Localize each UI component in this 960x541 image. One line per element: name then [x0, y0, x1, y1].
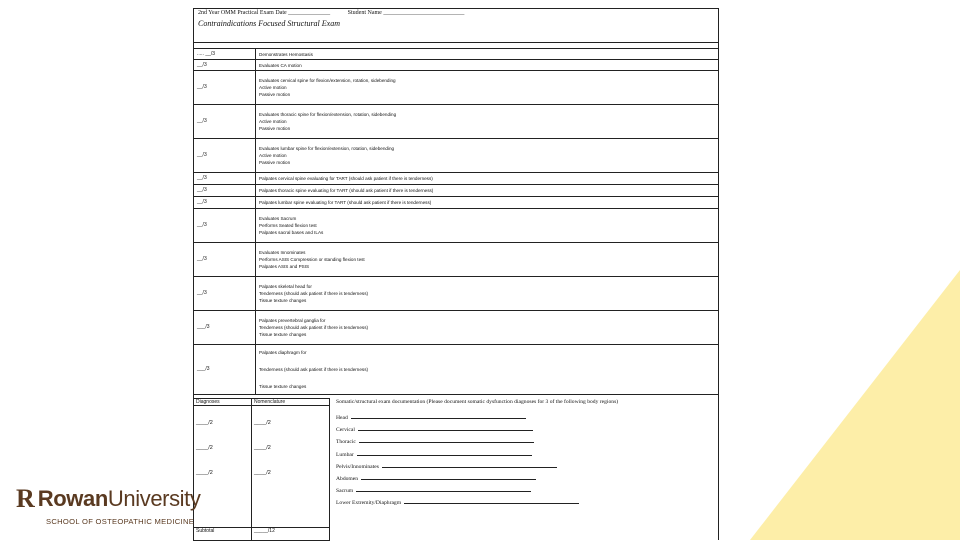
logo-university: University [107, 486, 201, 511]
checklist-item: Tenderness (should ask patient if there is tenderness) [259, 291, 369, 296]
diagnosis-score: ____/2 [196, 470, 213, 476]
checklist-row [194, 243, 719, 277]
checklist-row [194, 139, 719, 173]
checklist-table [193, 48, 719, 395]
checklist-row [194, 277, 719, 311]
region-sacrum: Sacrum [336, 486, 720, 498]
checklist-item: Tenderness (should ask patient if there is tenderness) [259, 367, 369, 372]
score-blank: __/3 [194, 243, 256, 277]
exam-info: 2nd Year OMM Practical Exam Date ______________ [198, 10, 331, 16]
checklist-row [194, 173, 719, 185]
checklist-row [194, 71, 719, 105]
score-blank: ___/3 [194, 345, 256, 395]
checklist-item: Evaluates cervical spine for flexion/extension, rotation, sidebending [259, 78, 396, 83]
checklist-item: Performs Seated flexion test [259, 223, 317, 228]
checklist-item: Passive motion [259, 160, 291, 165]
region-abdomen: Abdomen [336, 474, 720, 486]
score-blank: __/3 [194, 71, 256, 105]
exam-title: Contraindications Focused Structural Exam [198, 19, 340, 28]
diagnoses-scores [194, 406, 252, 528]
region-thoracic: Thoracic [336, 437, 720, 449]
nomenclature-score: ____/2 [254, 470, 271, 476]
checklist-row [194, 60, 719, 71]
checklist-item: Active motion [259, 119, 287, 124]
region-lumbar: Lumbar [336, 450, 720, 462]
diagnosis-score: ____/2 [196, 420, 213, 426]
diagnoses-header: Diagnoses [194, 399, 252, 406]
region-lower-extremity: Lower Extremity/Diaphragm [336, 498, 720, 510]
checklist-items [256, 60, 719, 71]
exam-sheet [193, 8, 719, 540]
region-pelvis: Pelvis/Innominates [336, 462, 720, 474]
checklist-row [194, 209, 719, 243]
checklist-item: Active motion [259, 153, 287, 158]
diagnosis-score: ____/2 [196, 445, 213, 451]
score-blank: __/3 [194, 139, 256, 173]
checklist-items [256, 139, 719, 173]
checklist-item: Evaluates lumbar spine for flexion/extension, rotation, sidebending [259, 146, 395, 151]
header-line [198, 10, 464, 16]
score-blank: __/3 [194, 197, 256, 209]
checklist-item: Palpates thoracic spine evaluating for TART (should ask patient if there is tenderness) [259, 188, 434, 193]
subtotal-value: _____/12 [252, 528, 330, 541]
score-blank: __/3 [194, 105, 256, 139]
checklist-item: Passive motion [259, 126, 291, 131]
checklist-items [256, 277, 719, 311]
student-name-field: Student Name ___________________________ [347, 10, 465, 16]
region-head: Head [336, 413, 720, 425]
checklist-items [256, 243, 719, 277]
checklist-items [256, 209, 719, 243]
checklist-items [256, 105, 719, 139]
checklist-items [256, 185, 719, 197]
logo-school: SCHOOL OF OSTEOPATHIC MEDICINE [46, 517, 195, 526]
checklist-row [194, 105, 719, 139]
checklist-items [256, 345, 719, 395]
score-blank: ..... __/3 [194, 49, 256, 60]
score-blank: __/3 [194, 60, 256, 71]
checklist-item: Palpates diaphragm for [259, 350, 307, 355]
region-cervical: Cervical [336, 425, 720, 437]
checklist-row [194, 49, 719, 60]
score-blank: __/3 [194, 209, 256, 243]
checklist-item: Tissue texture changes [259, 384, 307, 389]
checklist-items [256, 311, 719, 345]
nomenclature-score: ____/2 [254, 445, 271, 451]
score-blank: __/3 [194, 173, 256, 185]
checklist-item: Palpates sacral bases and ILAs [259, 230, 324, 235]
checklist-item: Active motion [259, 85, 287, 90]
header-divider [193, 42, 719, 43]
checklist-item: Evaluates thoracic spine for flexion/extension, rotation, sidebending [259, 112, 397, 117]
checklist-row [194, 311, 719, 345]
checklist-item: Palpates ASIS and PSIS [259, 264, 310, 269]
score-blank: ___/3 [194, 311, 256, 345]
checklist-items [256, 49, 719, 60]
corner-accent [750, 270, 960, 540]
regions-intro: Somatic/structural exam documentation (Please document somatic dysfunction diagnoses for 3 of the following body regions) [336, 399, 619, 405]
checklist-item: Evaluates CA motion [259, 62, 302, 68]
checklist-row [194, 345, 719, 395]
checklist-row [194, 185, 719, 197]
checklist-item: Palpates skeletal head for [259, 284, 312, 289]
logo-rowan: Rowan [37, 486, 108, 511]
score-blank: __/3 [194, 185, 256, 197]
checklist-item: Palpates cervical spine evaluating for TART (should ask patient if there is tenderness) [259, 176, 433, 181]
checklist-item: Palpates prevertebral ganglia for [259, 318, 326, 323]
checklist-items [256, 71, 719, 105]
diagnoses-table [193, 398, 330, 541]
nomenclature-header: Nomenclature [252, 399, 330, 406]
checklist-item: Passive motion [259, 92, 291, 97]
checklist-item: Evaluates Sacrum [259, 216, 297, 221]
subtotal-label: Subtotal [194, 528, 252, 541]
checklist-row [194, 197, 719, 209]
checklist-item: Palpates lumbar spine evaluating for TART (should ask patient if there is tenderness) [259, 200, 432, 205]
checklist-item: Evaluates Innominates [259, 250, 306, 255]
rowan-r-icon: R [16, 484, 35, 513]
checklist-items [256, 173, 719, 185]
regions-section [334, 398, 720, 511]
checklist-items [256, 197, 719, 209]
checklist-item: Tissue texture changes [259, 332, 307, 337]
checklist-item: Demonstrates Hemostasis [259, 51, 313, 57]
checklist-item: Tissue texture changes [259, 298, 307, 303]
score-blank: __/3 [194, 277, 256, 311]
checklist-item: Performs ASIS Compression or standing flexion test [259, 257, 365, 262]
checklist-item: Tenderness (should ask patient if there is tenderness) [259, 325, 369, 330]
nomenclature-score: ____/2 [254, 420, 271, 426]
rowan-logo [16, 486, 200, 526]
nomenclature-scores [252, 406, 330, 528]
